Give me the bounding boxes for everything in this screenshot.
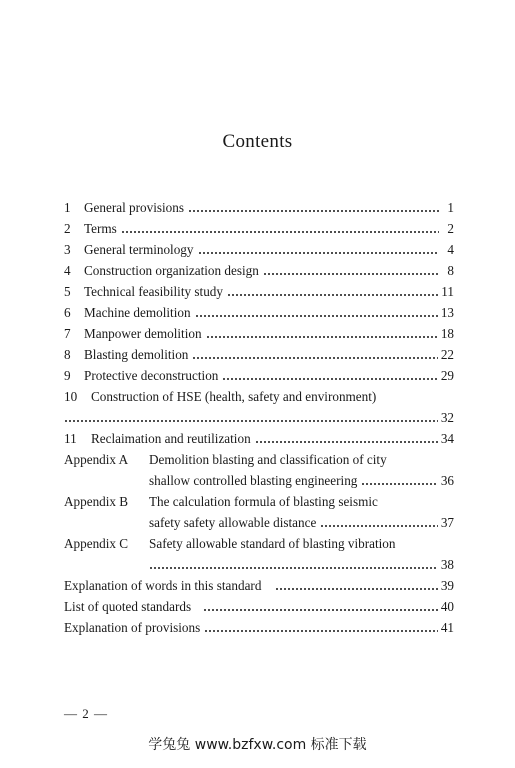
toc-label: Demolition blasting and classification of city: [149, 452, 387, 467]
appendix-label: Appendix B: [64, 494, 129, 509]
toc-page-number: 1: [447, 200, 454, 215]
toc-leader-dots: [204, 630, 438, 632]
page-title: Contents: [222, 131, 293, 152]
footer-page-number: — 2 —: [64, 706, 108, 721]
toc-appendix-b[interactable]: [64, 490, 454, 510]
toc-label: Machine demolition: [84, 305, 191, 320]
toc-number: 2: [64, 221, 71, 236]
toc-page-number: 4: [447, 242, 454, 257]
toc-appendix-c[interactable]: [64, 532, 454, 552]
toc-label: Construction organization design: [84, 263, 259, 278]
toc-page-number: 41: [440, 620, 454, 635]
appendix-label: Appendix C: [64, 536, 129, 551]
toc-leader-dots: [206, 336, 438, 338]
toc-number: 6: [64, 305, 71, 320]
toc-page-number: 29: [440, 368, 454, 383]
toc-page-number: 38: [440, 557, 454, 572]
toc-leader-dots: [263, 273, 439, 275]
toc-appendix-a-continued[interactable]: [64, 469, 454, 489]
toc-label: Manpower demolition: [84, 326, 202, 341]
toc-page-number: 11: [441, 284, 454, 299]
toc-page-number: 8: [447, 263, 454, 278]
toc-entry-5[interactable]: [64, 280, 454, 300]
toc-appendix-c-continued[interactable]: [64, 553, 454, 573]
toc-entry-8[interactable]: [64, 343, 454, 363]
toc-leader-dots: [227, 294, 438, 296]
toc-leader-dots: [64, 420, 438, 422]
toc-leader-dots: [361, 483, 437, 485]
toc-label: Construction of HSE (health, safety and environment): [91, 389, 377, 404]
toc-entry-6[interactable]: [64, 301, 454, 321]
toc-label: safety safety allowable distance: [149, 515, 317, 530]
toc-leader-dots: [149, 567, 438, 569]
toc-number: 4: [64, 263, 71, 278]
toc-entry-9[interactable]: [64, 364, 454, 384]
toc-label: Terms: [84, 221, 117, 236]
toc-page-number: 32: [440, 410, 454, 425]
toc-label: The calculation formula of blasting seismic: [149, 494, 378, 509]
toc-entry-2[interactable]: [64, 217, 454, 237]
toc-leader-dots: [320, 525, 437, 527]
toc-number: 3: [64, 242, 71, 257]
toc-leader-dots: [188, 210, 439, 212]
toc-leader-dots: [275, 588, 437, 590]
toc-page-number: 39: [440, 578, 454, 593]
toc-number: 8: [64, 347, 71, 362]
toc-number: 11: [64, 431, 77, 446]
toc-page-number: 36: [440, 473, 454, 488]
toc-number: 1: [64, 200, 71, 215]
toc-label: shallow controlled blasting engineering: [149, 473, 358, 488]
toc-page-number: 40: [440, 599, 454, 614]
toc-label: Reclaimation and reutilization: [91, 431, 251, 446]
toc-label: Explanation of words in this standard: [64, 578, 262, 593]
toc-number: 10: [64, 389, 78, 404]
toc-number: 9: [64, 368, 71, 383]
toc-leader-dots: [195, 315, 438, 317]
toc-label: Safety allowable standard of blasting vibration: [149, 536, 396, 551]
toc-number: 7: [64, 326, 71, 341]
toc-leader-dots: [203, 609, 438, 611]
toc-label: Technical feasibility study: [84, 284, 223, 299]
toc-label: General provisions: [84, 200, 184, 215]
toc-page-number: 37: [440, 515, 454, 530]
toc-list-of-quoted-standards[interactable]: [64, 595, 454, 615]
toc-entry-11[interactable]: [64, 427, 454, 447]
toc-label: General terminology: [84, 242, 194, 257]
toc-appendix-a[interactable]: [64, 448, 454, 468]
toc-explanation-of-words[interactable]: [64, 574, 454, 594]
toc-label: Explanation of provisions: [64, 620, 201, 635]
appendix-label: Appendix A: [64, 452, 129, 467]
toc-entry-7[interactable]: [64, 322, 454, 342]
toc-leader-dots: [121, 231, 439, 233]
toc-page-number: 13: [440, 305, 454, 320]
toc-leader-dots: [255, 441, 438, 443]
toc-label: Blasting demolition: [84, 347, 189, 362]
toc-leader-dots: [198, 252, 440, 254]
toc-explanation-of-provisions[interactable]: [64, 616, 454, 636]
toc-entry-3[interactable]: [64, 238, 454, 258]
toc-page-number: 22: [440, 347, 454, 362]
toc-leader-dots: [192, 357, 437, 359]
toc-label: List of quoted standards: [64, 599, 192, 614]
toc-page-number: 34: [440, 431, 454, 446]
toc-leader-dots: [222, 378, 437, 380]
toc-entry-4[interactable]: [64, 259, 454, 279]
toc-appendix-b-continued[interactable]: [64, 511, 454, 531]
toc-label: Protective deconstruction: [84, 368, 219, 383]
toc-page-number: 2: [447, 221, 454, 236]
toc-entry-10-continued[interactable]: [64, 406, 454, 426]
site-watermark: 学兔兔 www.bzfxw.com 标准下载: [148, 737, 367, 753]
toc-entry-10[interactable]: [64, 385, 454, 405]
toc-entry-1[interactable]: [64, 196, 454, 216]
toc-number: 5: [64, 284, 71, 299]
toc-page-number: 18: [440, 326, 454, 341]
